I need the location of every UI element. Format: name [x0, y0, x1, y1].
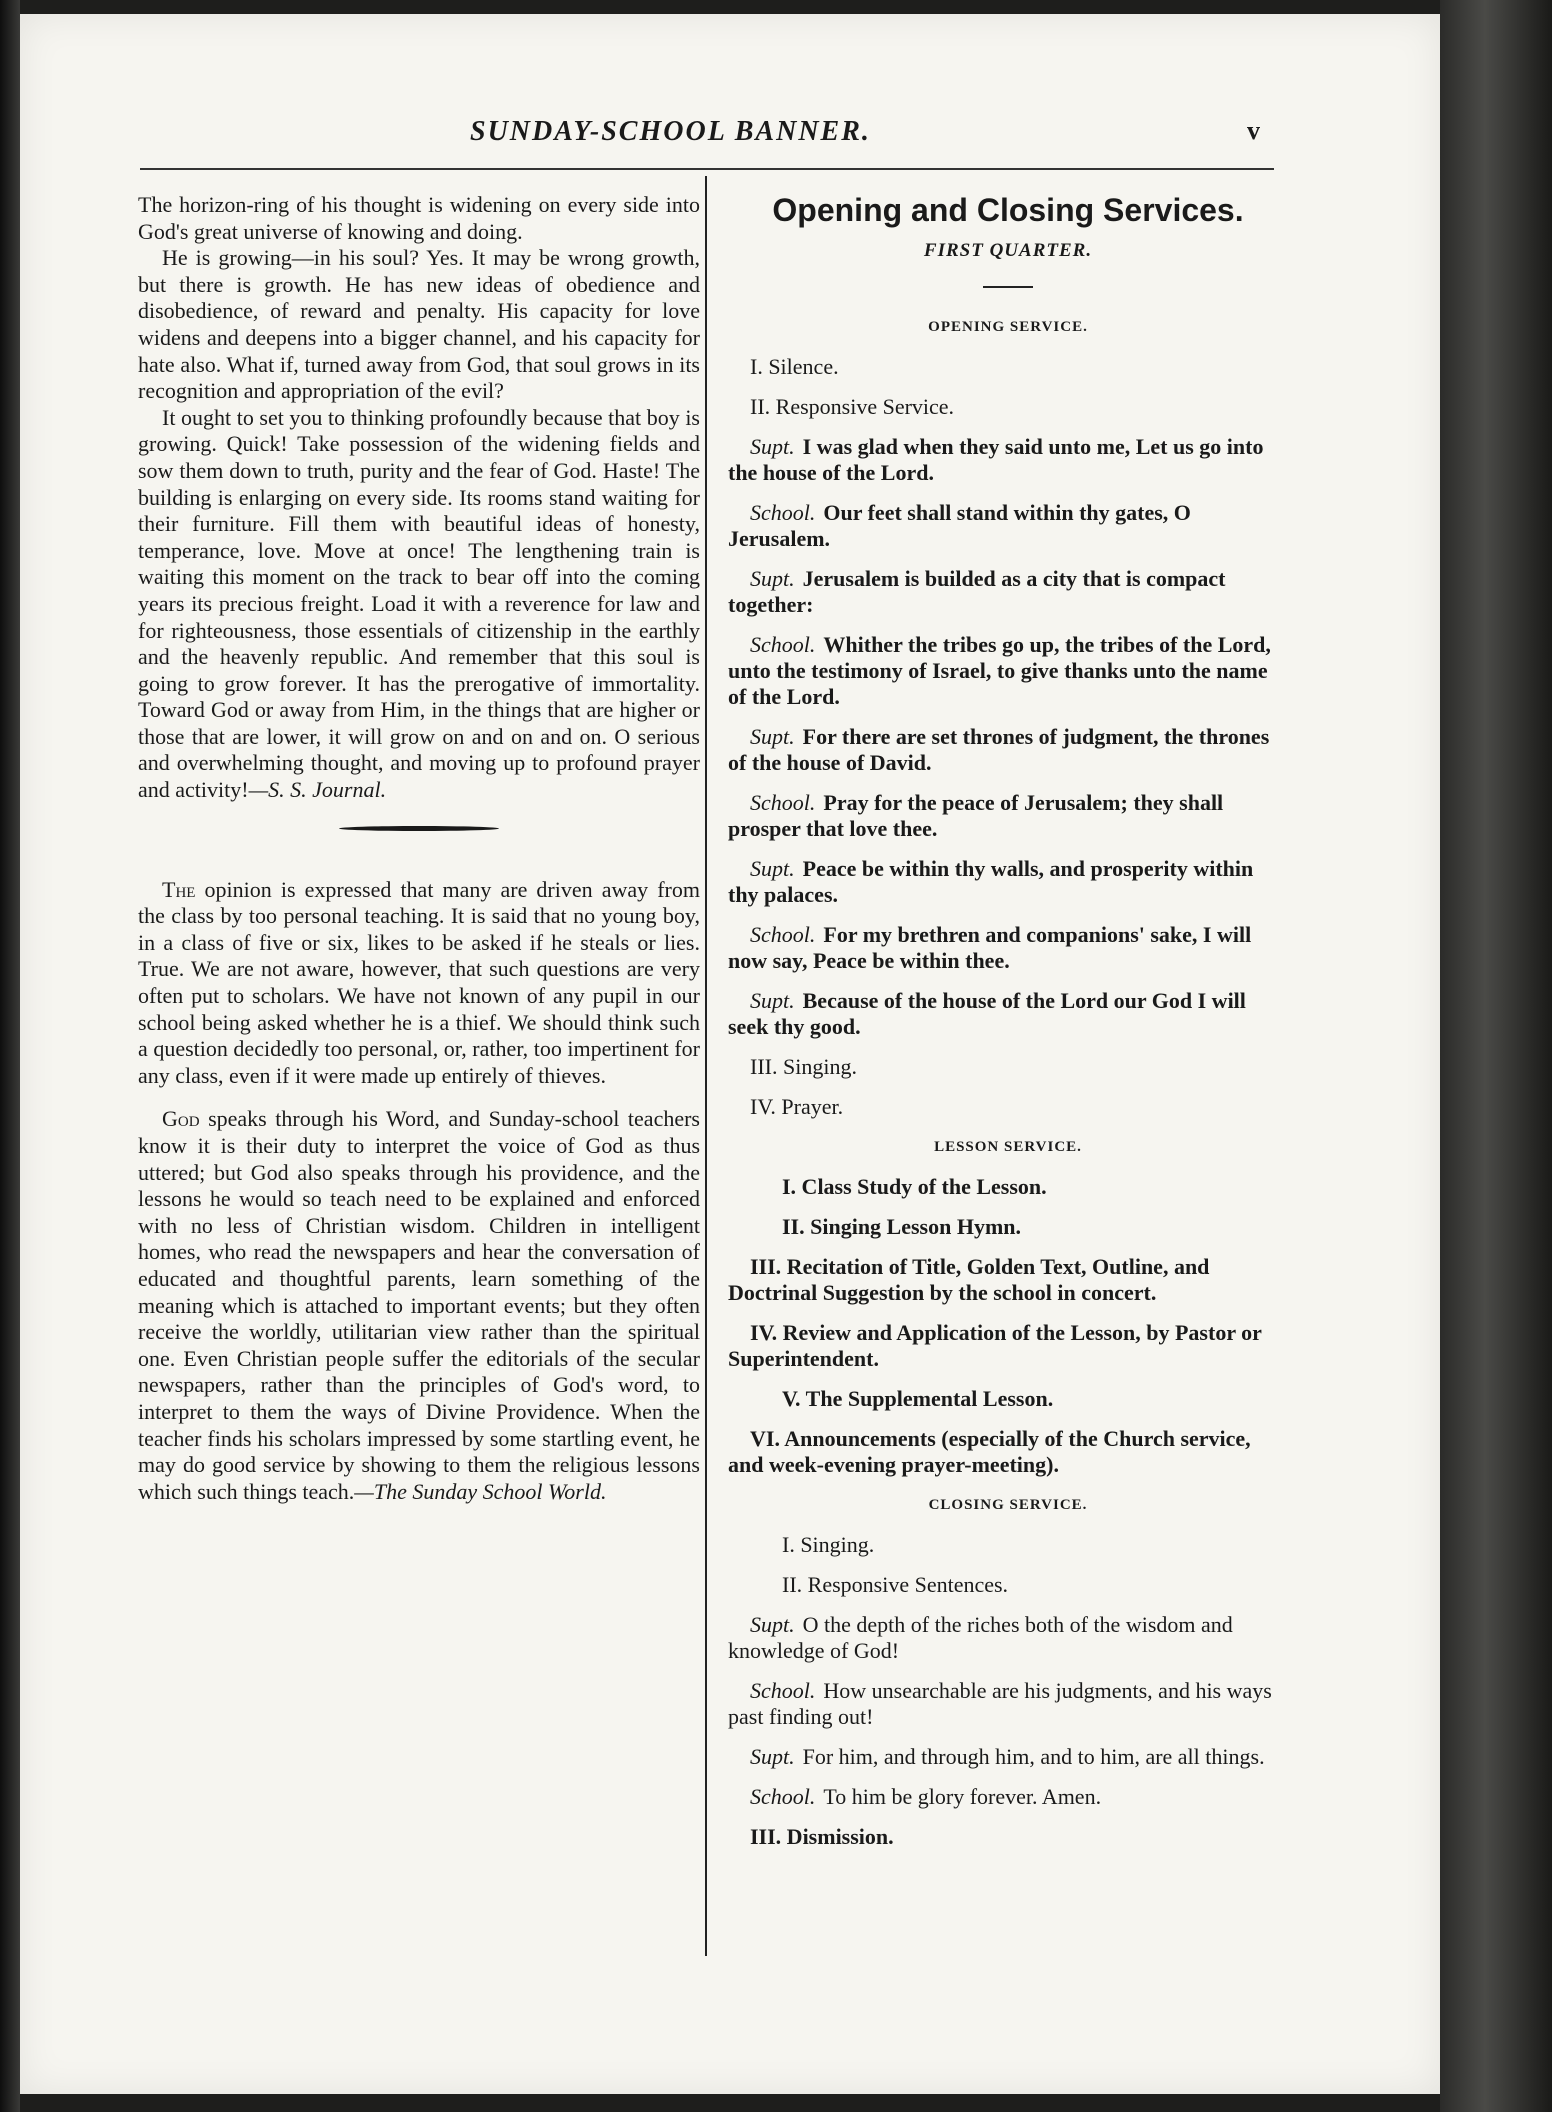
- responsive-line: [728, 856, 1288, 908]
- speaker: Supt.: [750, 566, 795, 591]
- line-text: I was glad when they said unto me, Let us go into the house of the Lord.: [728, 434, 1264, 485]
- lesson-item: III. Recitation of Title, Golden Text, Outline, and Doctrinal Suggestion by the school in concert.: [728, 1254, 1210, 1305]
- paragraph: [138, 405, 700, 804]
- line-text: Pray for the peace of Jerusalem; they shall prosper that love thee.: [728, 790, 1224, 841]
- responsive-line: [728, 1784, 1288, 1810]
- paragraph: The horizon-ring of his thought is widening on every side into God's great universe of knowing and doing.: [138, 192, 700, 244]
- responsive-line: [728, 434, 1288, 486]
- service-item: I. Singing.: [782, 1532, 875, 1557]
- quarter-label: FIRST QUARTER.: [923, 240, 1093, 261]
- lesson-heading: LESSON SERVICE.: [934, 1139, 1082, 1155]
- line-text: O the depth of the riches both of the wisdom and knowledge of God!: [728, 1612, 1233, 1663]
- responsive-line: [728, 500, 1288, 552]
- page-header: [140, 112, 1274, 170]
- line-text: For there are set thrones of judgment, the thrones of the house of David.: [728, 724, 1270, 775]
- speaker: School.: [750, 922, 816, 947]
- service-item: III. Singing.: [750, 1054, 857, 1079]
- short-rule: [983, 286, 1033, 288]
- service-item: II. Responsive Service.: [750, 394, 955, 419]
- lesson-item: I. Class Study of the Lesson.: [782, 1174, 1047, 1199]
- responsive-line: [728, 1612, 1288, 1664]
- line-text: How unsearchable are his judgments, and his ways past finding out!: [728, 1678, 1272, 1729]
- lead-word: God: [162, 1106, 200, 1132]
- speaker: Supt.: [750, 988, 795, 1013]
- speaker: School.: [750, 790, 816, 815]
- line-text: For my brethren and companions' sake, I will now say, Peace be within thee.: [728, 922, 1252, 973]
- responsive-line: [728, 922, 1288, 974]
- speaker: Supt.: [750, 434, 795, 459]
- opening-heading: OPENING SERVICE.: [928, 319, 1088, 335]
- right-column: [728, 192, 1288, 1864]
- responsive-line: [728, 632, 1288, 710]
- responsive-line: [728, 724, 1288, 776]
- line-text: Because of the house of the Lord our God I will seek thy good.: [728, 988, 1246, 1039]
- paragraph: [138, 1106, 700, 1505]
- responsive-line: [728, 566, 1288, 618]
- line-text: Whither the tribes go up, the tribes of the Lord, unto the testimony of Israel, to give thanks unto the name of the Lord.: [728, 632, 1271, 709]
- paragraph: [138, 877, 700, 1090]
- lesson-item: V. The Supplemental Lesson.: [782, 1386, 1054, 1411]
- speaker: School.: [750, 632, 816, 657]
- column-divider: [705, 176, 707, 1956]
- line-text: Jerusalem is builded as a city that is compact together:: [728, 566, 1226, 617]
- speaker: School.: [750, 1678, 816, 1703]
- speaker: Supt.: [750, 1612, 795, 1637]
- speaker: Supt.: [750, 856, 795, 881]
- service-item: IV. Prayer.: [750, 1094, 844, 1119]
- section-rule: [339, 826, 499, 831]
- running-title: SUNDAY-SCHOOL BANNER.: [470, 116, 871, 147]
- scan-right-edge: [1440, 0, 1552, 2112]
- lesson-item: VI. Announcements (especially of the Church service, and week-evening prayer-meeting).: [728, 1426, 1251, 1477]
- speaker: School.: [750, 1784, 816, 1809]
- source-credit: —S. S. Journal.: [248, 777, 387, 803]
- scan-left-edge: [0, 0, 20, 2112]
- responsive-line: [728, 790, 1288, 842]
- service-item: II. Responsive Sentences.: [782, 1572, 1009, 1597]
- source-credit: —The Sunday School World.: [354, 1478, 607, 1504]
- responsive-line: [728, 988, 1288, 1040]
- services-title: Opening and Closing Services.: [772, 192, 1244, 228]
- lesson-item: II. Singing Lesson Hymn.: [782, 1214, 1022, 1239]
- responsive-line: [728, 1744, 1288, 1770]
- paragraph-text: speaks through his Word, and Sunday-school teachers know it is their duty to interpret the voice of God as thus uttered; but God also speaks through his providence, and the lessons he would so teach need to be explained and enforced with no less of Christian wisdom. Children in intelligent homes, who read the newspapers and hear the conversation of educated and thoughtful parents, learn something of the meaning which is attached to important events; but they often receive the worldly, utilitarian view rather than the spiritual one. Even Christian people suffer the editorials of the secular newspapers, rather than the principles of God's word, to interpret to them the ways of Divine Providence. When the teacher finds his scholars impressed by some startling event, he may do good service by showing to them the religious lessons which such things teach.: [138, 1106, 700, 1504]
- line-text: For him, and through him, and to him, are all things.: [802, 1744, 1265, 1769]
- left-column: [138, 192, 700, 1505]
- lesson-item: IV. Review and Application of the Lesson, by Pastor or Superintendent.: [728, 1320, 1262, 1371]
- responsive-line: [728, 1678, 1288, 1730]
- line-text: Peace be within thy walls, and prosperity within thy palaces.: [728, 856, 1254, 907]
- paragraph-text: opinion is expressed that many are driven away from the class by too personal teaching. It is said that no young boy, in a class of five or six, likes to be asked if he steals or lies. True. We are not aware, however, that such questions are very often put to scholars. We have not known of any pupil in our school being asked whether he is a thief. We should think such a question decidedly too personal, or, rather, too impertinent for any class, even if it were made up entirely of thieves.: [138, 876, 700, 1088]
- line-text: To him be glory forever. Amen.: [823, 1784, 1102, 1809]
- page-number: v: [1247, 116, 1260, 145]
- speaker: School.: [750, 500, 816, 525]
- line-text: Our feet shall stand within thy gates, O Jerusalem.: [728, 500, 1191, 551]
- service-item: I. Silence.: [750, 354, 839, 379]
- paragraph-text: It ought to set you to thinking profoundly because that boy is growing. Quick! Take possession of the widening fields and sow them down to truth, purity and the fear of God. Haste! The building is enlarging on every side. Its rooms stand waiting for their furniture. Fill them with beautiful ideas of honesty, temperance, love. Move at once! The lengthening train is waiting this moment on the track to bear off into the coming years its precious freight. Load it with a reverence for law and for righteousness, those essentials of citizenship in the earthly and the heavenly republic. And remember that this soul is going to grow forever. It has the prerogative of immortality. Toward God or away from Him, in the things that are higher or those that are lower, it will grow on and on and on. O serious and overwhelming thought, and moving up to profound prayer and activity!: [138, 404, 700, 803]
- closing-heading: CLOSING SERVICE.: [928, 1497, 1088, 1513]
- lead-word: The: [162, 876, 196, 902]
- paragraph: He is growing—in his soul? Yes. It may be wrong growth, but there is growth. He has new ideas of obedience and disobedience, of reward and penalty. His capacity for love widens and deepens into a bigger channel, and his capacity for hate also. What if, turned away from God, that soul grows in its recognition and appropriation of the evil?: [138, 245, 700, 404]
- service-item: III. Dismission.: [750, 1824, 894, 1849]
- speaker: Supt.: [750, 1744, 795, 1769]
- speaker: Supt.: [750, 724, 795, 749]
